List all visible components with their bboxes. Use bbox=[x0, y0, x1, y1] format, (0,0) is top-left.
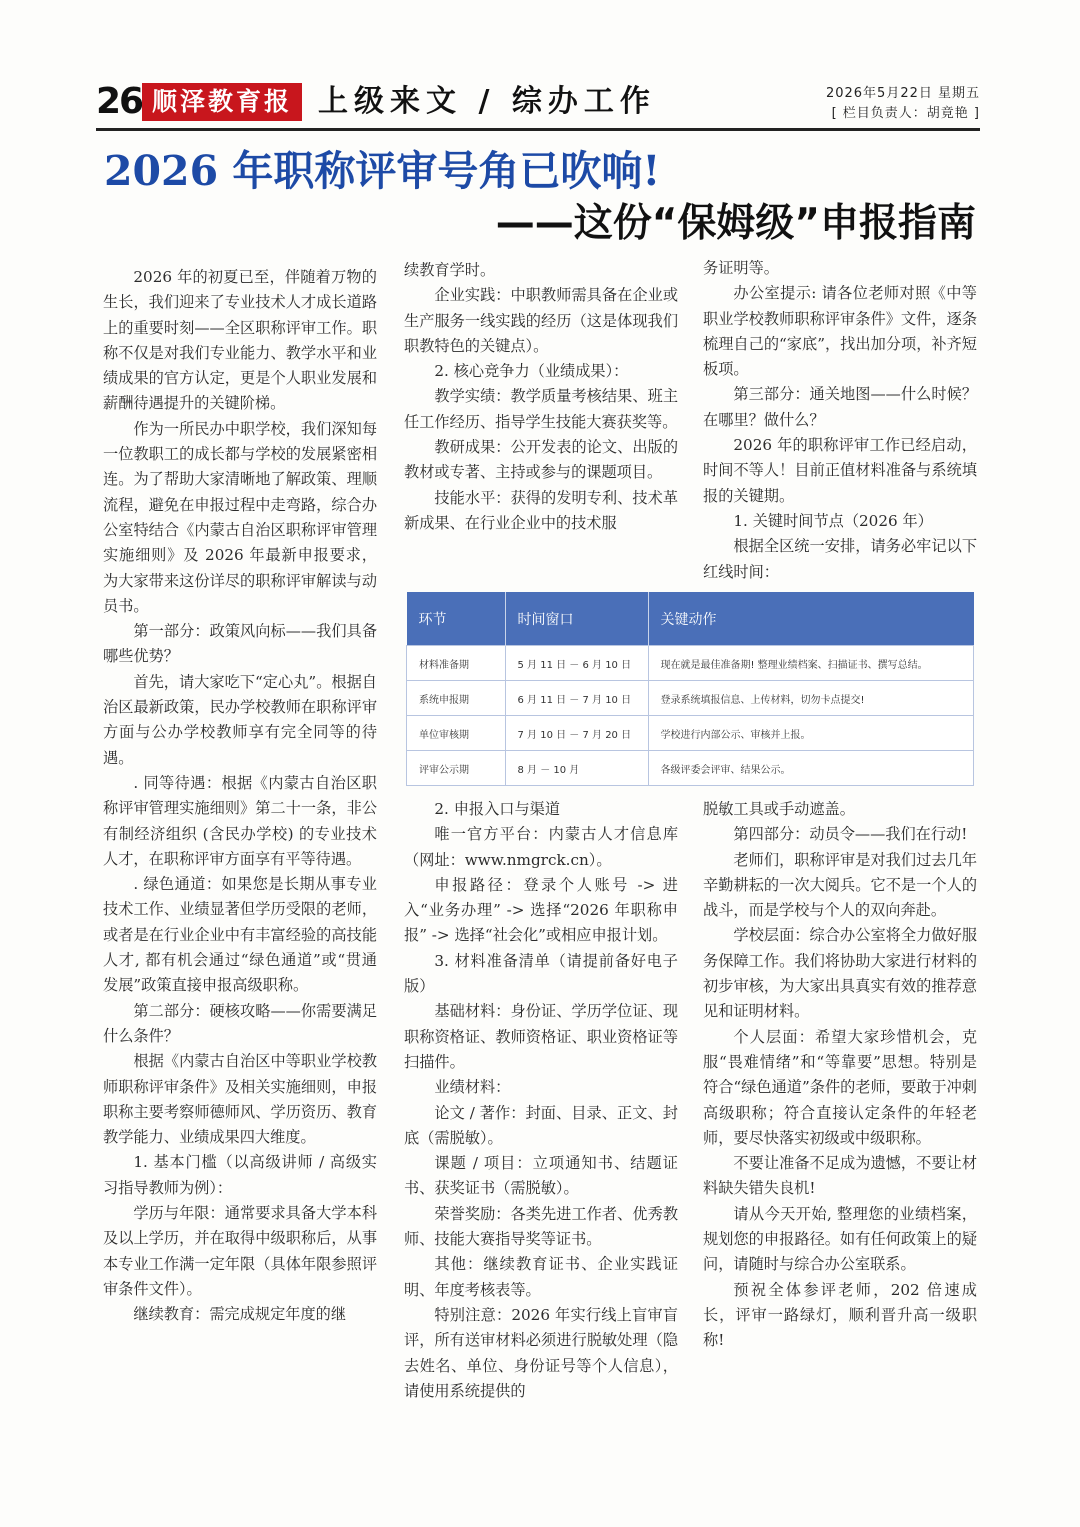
paragraph: 唯一官方平台：内蒙古人才信息库（网址：www.nmgrck.cn）。 bbox=[404, 825, 678, 869]
masthead bbox=[96, 80, 980, 124]
table-header-row bbox=[407, 592, 974, 646]
paragraph: 教研成果：公开发表的论文、出版的教材或专著、主持或参与的课题项目。 bbox=[404, 438, 678, 482]
paragraph: 务证明等。 bbox=[703, 259, 779, 277]
section-heading: 第二部分：硬核攻略——你需要满足什么条件？ bbox=[103, 1001, 377, 1045]
masthead-rule bbox=[96, 128, 980, 131]
paragraph: 论文 / 著作：封面、目录、正文、封底（需脱敏）。 bbox=[404, 1103, 678, 1147]
table-cell: 各级评委会评审、结果公示。 bbox=[648, 751, 974, 786]
table-cell: 现在就是最佳准备期! 整理业绩档案、扫描证书、撰写总结。 bbox=[648, 646, 974, 681]
paragraph: 申报路径：登录个人账号 -> 进入“业务办理” -> 选择“2026 年职称申报” -> 选择“社会化”或相应申报计划。 bbox=[404, 875, 678, 945]
paragraph: 个人层面：希望大家珍惜机会，克服“畏难情绪”和“等靠要”思想。特别是符合“绿色通道”条件的老师，要敢于冲刺高级职称；符合直接认定条件的年轻老师，要尽快落实初级或中级职称。 bbox=[703, 1027, 977, 1147]
timeline-table bbox=[406, 592, 974, 786]
paragraph: 1. 基本门槛（以高级讲师 / 高级实习指导教师为例）： bbox=[103, 1153, 377, 1197]
section-title: 上级来文 / 综办工作 bbox=[318, 84, 656, 119]
issue-date: 2026年5月22日 星期五 bbox=[825, 86, 980, 101]
paragraph: 特别注意：2026 年实行线上盲审盲评，所有送审材料必须进行脱敏处理（隐去姓名、单位、身份证号等个人信息），请使用系统提供的 bbox=[404, 1305, 678, 1400]
table-cell: 材料准备期 bbox=[407, 646, 506, 681]
page-number: 26 bbox=[96, 81, 143, 122]
column-header: 时间窗口 bbox=[505, 592, 648, 646]
section-heading: 第一部分：政策风向标——我们具备哪些优势？ bbox=[103, 622, 377, 666]
paragraph: 老师们，职称评审是对我们过去几年辛勤耕耘的一次大阅兵。它不是一个人的战斗，而是学校与个人的双向奔赴。 bbox=[703, 850, 977, 920]
table-row bbox=[407, 716, 974, 751]
table-cell: 系统申报期 bbox=[407, 681, 506, 716]
table-cell: 登录系统填报信息、上传材料，切勿卡点提交! bbox=[648, 681, 974, 716]
article-column-3 bbox=[703, 256, 977, 585]
paragraph: 基础材料：身份证、学历学位证、现职称资格证、教师资格证、职业资格证等扫描件。 bbox=[404, 1002, 678, 1071]
column-header: 环节 bbox=[407, 592, 506, 646]
paragraph: 教学实绩：教学质量考核结果、班主任工作经历、指导学生技能大赛获奖等。 bbox=[404, 387, 678, 431]
paragraph: 1. 关键时间节点（2026 年） bbox=[733, 511, 933, 530]
table-cell: 5 月 11 日 － 6 月 10 日 bbox=[505, 646, 648, 681]
table-cell: 6 月 11 日 － 7 月 10 日 bbox=[505, 681, 648, 716]
column-editor: [ 栏目负责人：胡竟艳 ] bbox=[831, 106, 980, 121]
article-title: 2026 年职称评审号角已吹响! bbox=[104, 147, 661, 195]
table-cell: 单位审核期 bbox=[407, 716, 506, 751]
paper-name-logo: 顺泽教育报 bbox=[142, 83, 302, 121]
paragraph: 不要让准备不足成为遗憾，不要让材料缺失错失良机! bbox=[703, 1154, 977, 1198]
table-cell: 8 月 － 10 月 bbox=[505, 751, 648, 786]
paragraph: 业绩材料： bbox=[434, 1078, 511, 1097]
paragraph: 其他：继续教育证书、企业实践证明、年度考核表等。 bbox=[404, 1255, 678, 1299]
paragraph: 3. 材料准备清单（请提前备好电子版） bbox=[404, 951, 678, 996]
column-header: 关键动作 bbox=[648, 592, 974, 646]
article-column-3-lower bbox=[703, 797, 977, 1354]
paragraph: . 同等待遇：根据《内蒙古自治区职称评审管理实施细则》第二十一条，非公有制经济组织 (含民办学校) 的专业技术人才，在职称评审方面享有平等待遇。 bbox=[103, 773, 377, 868]
paragraph: 2026 年的初夏已至，伴随着万物的生长，我们迎来了专业技术人才成长道路上的重要时刻——全区职称评审工作。职称不仅是对我们专业能力、教学水平和业绩成果的官方认定，更是个人职业发展和薪酬待遇提升的关键阶梯。 bbox=[103, 268, 377, 413]
paragraph: 2026 年的职称评审工作已经启动，时间不等人！目前正值材料准备与系统填报的关键期。 bbox=[703, 436, 977, 505]
paragraph: 2. 申报入口与渠道 bbox=[434, 800, 561, 818]
paragraph: 根据全区统一安排，请务必牢记以下红线时间： bbox=[703, 537, 977, 581]
paragraph: 根据《内蒙古自治区中等职业学校教师职称评审条件》及相关实施细则，申报职称主要考察师德师风、学历资历、教育教学能力、业绩成果四大维度。 bbox=[103, 1052, 377, 1147]
paragraph: 技能水平：获得的发明专利、技术革新成果、在行业企业中的技术服 bbox=[404, 488, 678, 532]
paragraph: 荣誉奖励：各类先进工作者、优秀教师、技能大赛指导奖等证书。 bbox=[404, 1204, 678, 1249]
table-cell: 学校进行内部公示、审核并上报。 bbox=[648, 716, 974, 751]
table-row bbox=[407, 646, 974, 681]
paragraph: 脱敏工具或手动遮盖。 bbox=[703, 800, 855, 818]
paragraph: 预祝全体参评老师，202 倍速成长，评审一路绿灯，顺利晋升高一级职称! bbox=[703, 1280, 977, 1350]
paragraph: 作为一所民办中职学校，我们深知每一位教职工的成长都与学校的发展紧密相连。为了帮助大家清晰地了解政策、理顺流程，避免在申报过程中走弯路，综合办公室特结合《内蒙古自治区职称评审管理实施细则》及 2026 年最新申报要求，为大家带来这份详尽的职称评审解读与动员书。 bbox=[103, 419, 377, 615]
section-heading: 第四部分：动员令——我们在行动! bbox=[733, 825, 968, 844]
article-subtitle: ——这份“保姆级”申报指南 bbox=[495, 201, 976, 246]
section-heading: 第三部分：通关地图——什么时候？在哪里？做什么？ bbox=[703, 385, 977, 429]
paragraph: 继续教育：需完成规定年度的继 bbox=[133, 1305, 347, 1324]
paragraph: 续教育学时。 bbox=[404, 261, 496, 279]
paragraph: 请从今天开始, 整理您的业绩档案，规划您的申报路径。如有任何政策上的疑问，请随时与综合办公室联系。 bbox=[703, 1204, 977, 1274]
table-cell: 评审公示期 bbox=[407, 751, 506, 786]
table-row bbox=[407, 751, 974, 786]
table-cell: 7 月 10 日 － 7 月 20 日 bbox=[505, 716, 648, 751]
table-row bbox=[407, 681, 974, 716]
article-column-1 bbox=[103, 265, 377, 1327]
paragraph: 企业实践：中职教师需具备在企业或生产服务一线实践的经历（这是体现我们职教特色的关键点）。 bbox=[404, 286, 678, 355]
paragraph: 课题 / 项目：立项通知书、结题证书、获奖证书（需脱敏）。 bbox=[404, 1154, 678, 1198]
paragraph: 学校层面：综合办公室将全力做好服务保障工作。我们将协助大家进行材料的初步审核，为大家出具真实有效的推荐意见和证明材料。 bbox=[703, 926, 977, 1021]
paragraph: 办公室提示: 请各位老师对照《中等职业学校教师职称评审条件》文件，逐条梳理自己的“家底”，找出加分项，补齐短板项。 bbox=[703, 284, 977, 379]
paragraph: 2. 核心竞争力（业绩成果）： bbox=[434, 362, 629, 381]
article-column-2 bbox=[404, 258, 678, 536]
paragraph: 首先，请大家吃下“定心丸”。根据自治区最新政策，民办学校教师在职称评审方面与公办学校教师享有完全同等的待遇。 bbox=[103, 672, 377, 767]
paragraph: 学历与年限：通常要求具备大学本科及以上学历，并在取得中级职称后，从事本专业工作满一定年限（具体年限参照评审条件文件）。 bbox=[103, 1203, 377, 1298]
paragraph: . 绿色通道：如果您是长期从事专业技术工作、业绩显著但学历受限的老师，或者是在行业企业中有丰富经验的高技能人才, 都有机会通过“绿色通道”或“贯通发展”政策直接申报高级职称。 bbox=[103, 875, 377, 995]
article-column-2-lower bbox=[404, 797, 678, 1404]
